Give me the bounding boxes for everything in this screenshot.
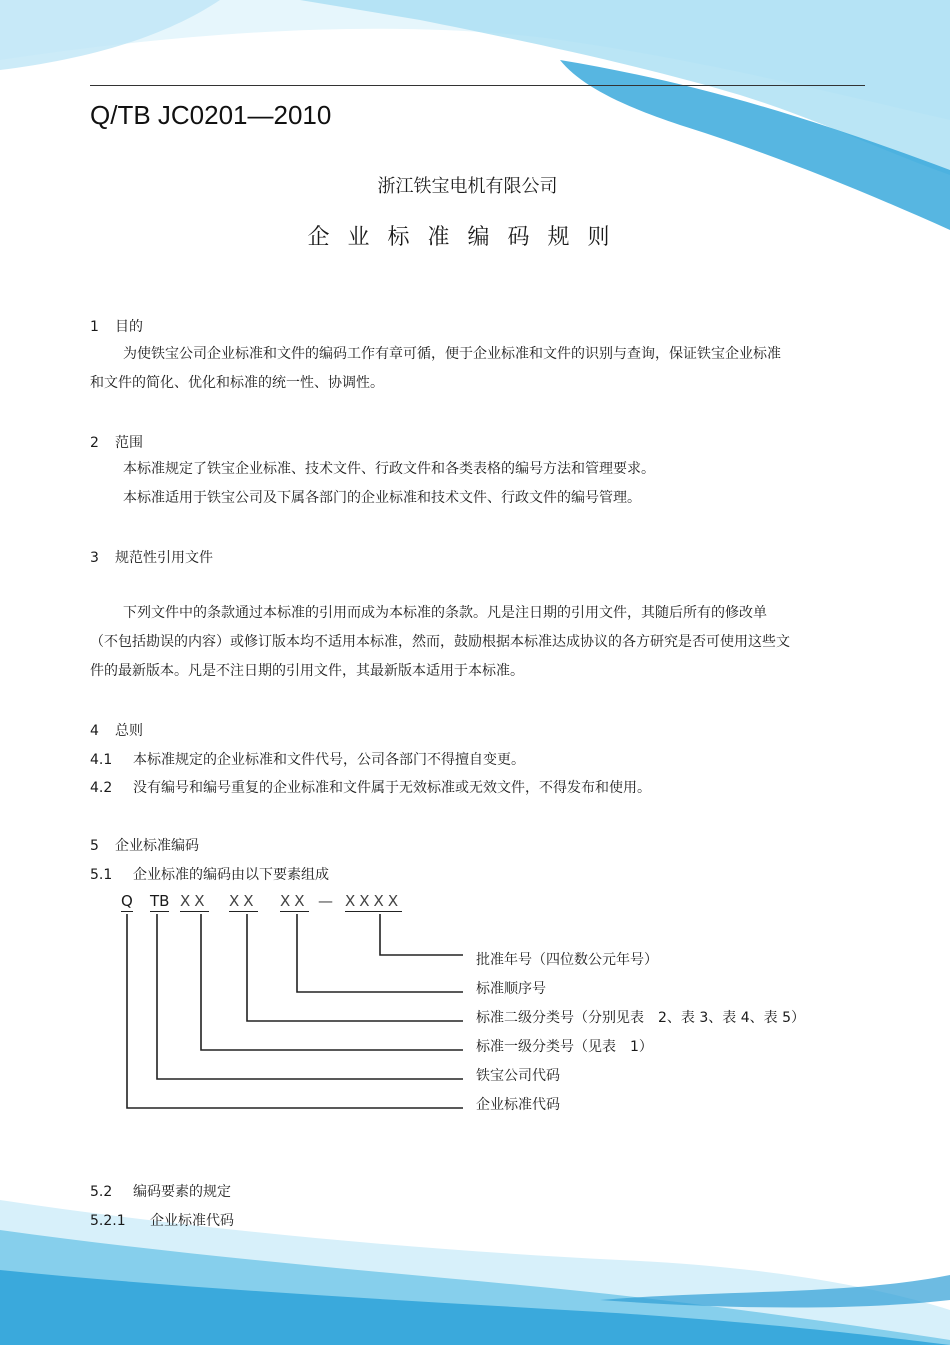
clause-text: 没有编号和编号重复的企业标准和文件属于无效标准或无效文件，不得发布和使用。 <box>133 780 651 796</box>
section-number: 3 <box>90 550 99 566</box>
clause-number: 4.1 <box>90 752 113 768</box>
clause-text: 本标准规定的企业标准和文件代号，公司各部门不得擅自变更。 <box>133 752 525 768</box>
code-part-tb: TB <box>150 892 170 910</box>
label-approval-year: 批准年号（四位数公元年号） <box>476 952 658 968</box>
paragraph: 本标准适用于铁宝公司及下属各部门的企业标准和技术文件、行政文件的编号管理。 <box>123 490 641 506</box>
section-title: 企业标准编码 <box>115 838 199 854</box>
section-title: 范围 <box>115 435 143 451</box>
code-part-sequence: XX <box>280 892 309 910</box>
paragraph: 下列文件中的条款通过本标准的引用而成为本标准的条款。凡是注日期的引用文件，其随后所有的修改单（不包括勘误的内容）或修订版本均不适用本标准，然而，鼓励根据本标准达成协议的各方研究是否可使用这些文件的最新版本。凡是不注日期的引用文件，其最新版本适用于本标准。 <box>90 605 790 679</box>
clause-5-2-1 <box>90 1210 234 1230</box>
clause-text: 编码要素的规定 <box>133 1184 231 1200</box>
section-number: 2 <box>90 435 99 451</box>
section-title: 总则 <box>115 723 143 739</box>
label-level1-class: 标准一级分类号（见表 1） <box>476 1039 653 1055</box>
document-title: 企业标准编码规则 <box>307 225 628 250</box>
section-number: 5 <box>90 838 99 854</box>
label-enterprise-code: 企业标准代码 <box>476 1097 560 1113</box>
clause-number: 5.2.1 <box>90 1213 126 1229</box>
code-part-dash: — <box>318 892 333 910</box>
code-part-q: Q <box>121 892 133 910</box>
section-number: 4 <box>90 723 99 739</box>
company-name: 浙江铁宝电机有限公司 <box>377 176 558 197</box>
label-sequence-number: 标准顺序号 <box>476 981 546 997</box>
label-company-code: 铁宝公司代码 <box>476 1068 560 1084</box>
section-title: 目的 <box>115 319 143 335</box>
label-level2-class: 标准二级分类号（分别见表 2、表 3、表 4、表 5） <box>476 1010 805 1026</box>
section-number: 1 <box>90 319 99 335</box>
clause-5-2 <box>90 1181 231 1201</box>
code-part-year: XXXX <box>345 892 403 910</box>
connector-year <box>380 914 463 955</box>
clause-text: 企业标准代码 <box>150 1213 234 1229</box>
paragraph: 本标准规定了铁宝企业标准、技术文件、行政文件和各类表格的编号方法和管理要求。 <box>123 461 655 477</box>
clause-number: 5.2 <box>90 1184 113 1200</box>
clause-text: 企业标准的编码由以下要素组成 <box>133 867 329 883</box>
connector-level2 <box>247 914 463 1021</box>
connector-level1 <box>201 914 463 1050</box>
paragraph: 为使铁宝公司企业标准和文件的编码工作有章可循，便于企业标准和文件的识别与查询，保证铁宝企业标准和文件的简化、优化和标准的统一性、协调性。 <box>90 346 781 391</box>
code-part-level1: XX <box>180 892 209 910</box>
code-part-level2: XX <box>229 892 258 910</box>
connector-company <box>157 914 463 1079</box>
section-title: 规范性引用文件 <box>115 550 213 566</box>
clause-number: 5.1 <box>90 867 113 883</box>
standard-code: Q/TB JC0201—2010 <box>90 100 332 130</box>
clause-number: 4.2 <box>90 780 113 796</box>
